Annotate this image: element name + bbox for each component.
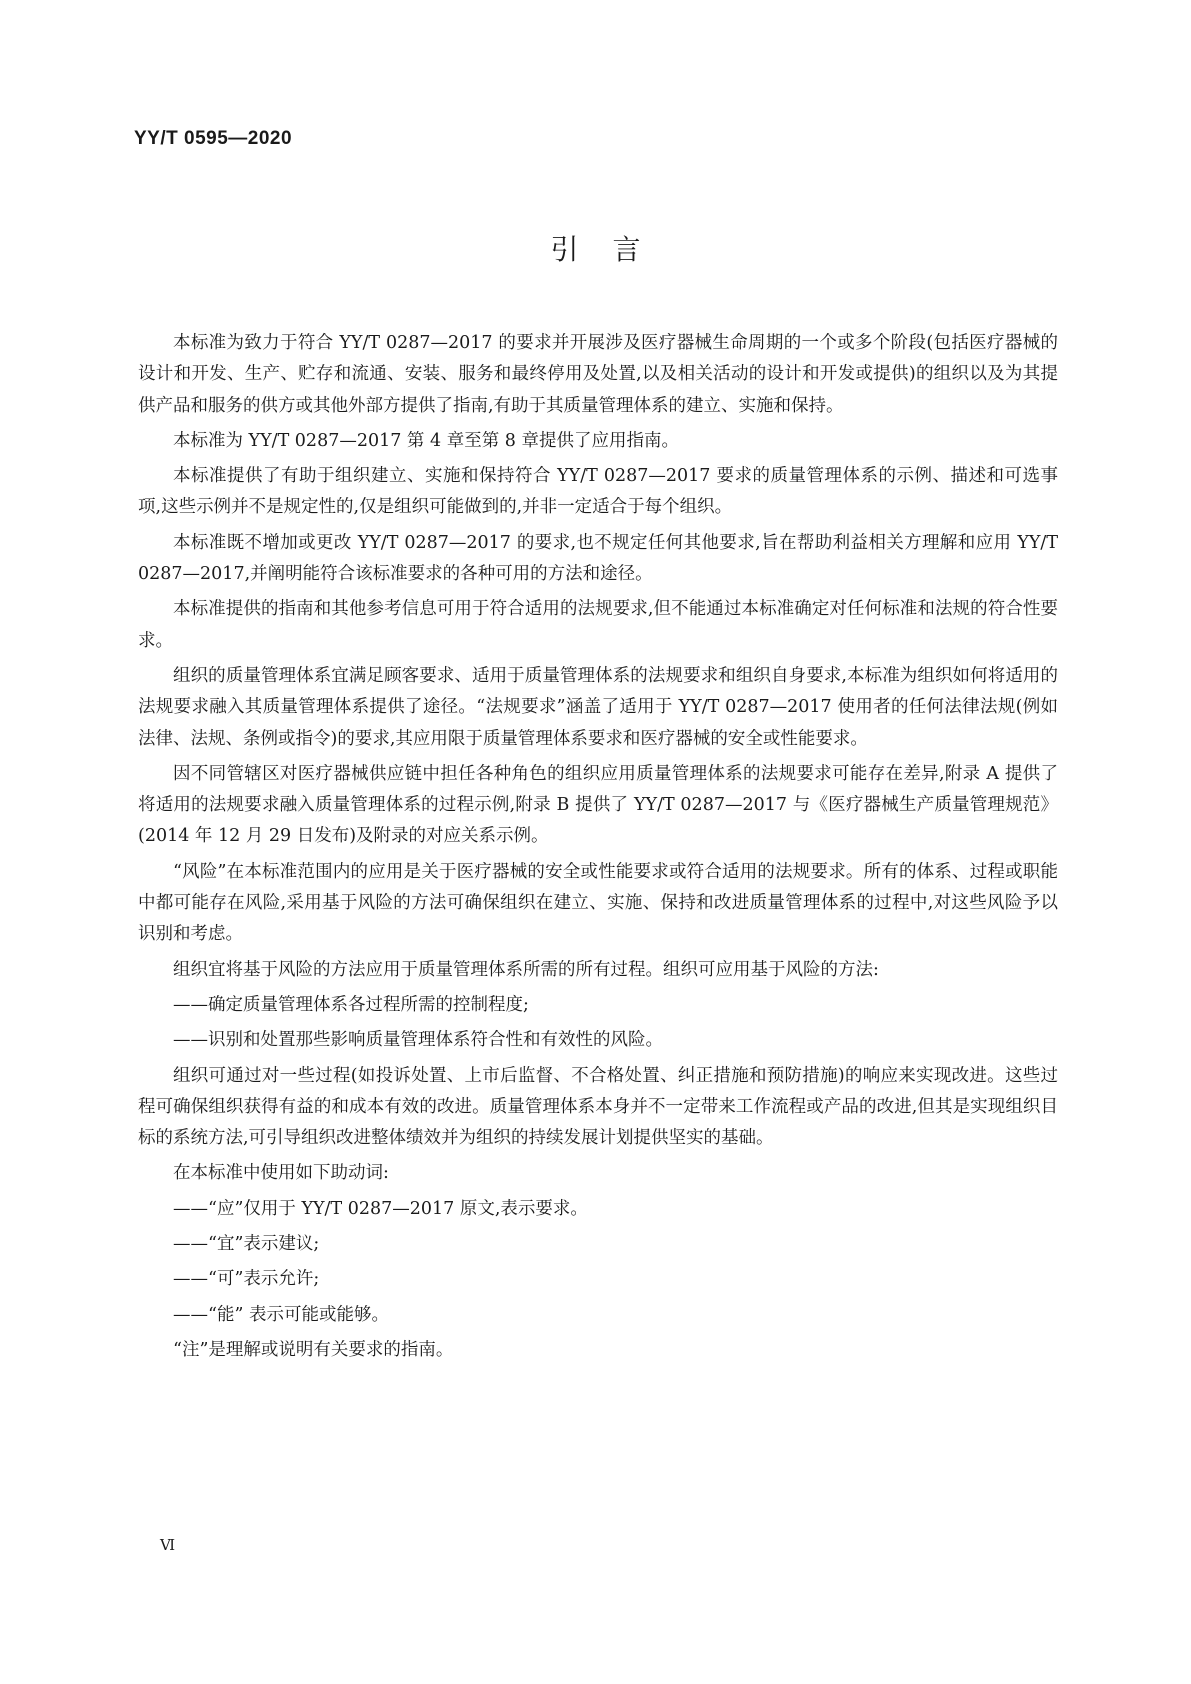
- body-text: [138, 328, 1058, 1370]
- list-item: ——确定质量管理体系各过程所需的控制程度;: [173, 994, 529, 1015]
- standard-code: YY/T 0595—2020: [134, 128, 293, 149]
- paragraph: 本标准既不增加或更改 YY/T 0287—2017 的要求,也不规定任何其他要求,旨在帮助利益相关方理解和应用 YY/T 0287—2017,并阐明能符合该标准要求的各种可用的方法和途径。: [138, 532, 1058, 585]
- paragraph: “注”是理解或说明有关要求的指南。: [173, 1339, 454, 1360]
- page-title: 引言: [550, 233, 675, 266]
- paragraph: 组织可通过对一些过程(如投诉处置、上市后监督、不合格处置、纠正措施和预防措施)的响应来实现改进。这些过程可确保组织获得有益的和成本有效的改进。质量管理体系本身并不一定带来工作流程或产品的改进,但其是实现组织目标的系统方法,可引导组织改进整体绩效并为组织的持续发展计划提供坚实的基础。: [138, 1065, 1058, 1149]
- paragraph: 在本标准中使用如下助动词:: [173, 1163, 389, 1184]
- list-item: ——识别和处置那些影响质量管理体系符合性和有效性的风险。: [173, 1030, 663, 1051]
- list-item: ——“应”仅用于 YY/T 0287—2017 原文,表示要求。: [173, 1198, 588, 1219]
- paragraph: 本标准为 YY/T 0287—2017 第 4 章至第 8 章提供了应用指南。: [173, 430, 679, 451]
- paragraph: “风险”在本标准范围内的应用是关于医疗器械的安全或性能要求或符合适用的法规要求。所有的体系、过程或职能中都可能存在风险,采用基于风险的方法可确保组织在建立、实施、保持和改进质量管理体系的过程中,对这些风险予以识别和考虑。: [138, 861, 1058, 945]
- list-item: ——“能” 表示可能或能够。: [173, 1304, 389, 1325]
- paragraph: 组织的质量管理体系宜满足顾客要求、适用于质量管理体系的法规要求和组织自身要求,本标准为组织如何将适用的法规要求融入其质量管理体系提供了途径。“法规要求”涵盖了适用于 YY/T 0287—2017 使用者的任何法律法规(例如法律、法规、条例或指令)的要求,其应用限于质量管理体系要求和医疗器械的安全或性能要求。: [138, 665, 1058, 749]
- paragraph: 因不同管辖区对医疗器械供应链中担任各种角色的组织应用质量管理体系的法规要求可能存在差异,附录 A 提供了将适用的法规要求融入质量管理体系的过程示例,附录 B 提供了 YY/T 0287—2017 与《医疗器械生产质量管理规范》(2014 年 12 月 29 日发布)及附录的对应关系示例。: [138, 763, 1058, 847]
- paragraph: 本标准为致力于符合 YY/T 0287—2017 的要求并开展涉及医疗器械生命周期的一个或多个阶段(包括医疗器械的设计和开发、生产、贮存和流通、安装、服务和最终停用及处置,以及相关活动的设计和开发或提供)的组织以及为其提供产品和服务的供方或其他外部方提供了指南,有助于其质量管理体系的建立、实施和保持。: [138, 333, 1058, 416]
- list-item: ——“可”表示允许;: [173, 1269, 320, 1290]
- paragraph: 组织宜将基于风险的方法应用于质量管理体系所需的所有过程。组织可应用基于风险的方法:: [173, 959, 879, 980]
- paragraph: 本标准提供的指南和其他参考信息可用于符合适用的法规要求,但不能通过本标准确定对任何标准和法规的符合性要求。: [138, 599, 1058, 651]
- paragraph: 本标准提供了有助于组织建立、实施和保持符合 YY/T 0287—2017 要求的质量管理体系的示例、描述和可选事项,这些示例并不是规定性的,仅是组织可能做到的,并非一定适合于每个组织。: [138, 466, 1058, 518]
- page-number: Ⅵ: [160, 1536, 176, 1554]
- list-item: ——“宜”表示建议;: [173, 1234, 320, 1255]
